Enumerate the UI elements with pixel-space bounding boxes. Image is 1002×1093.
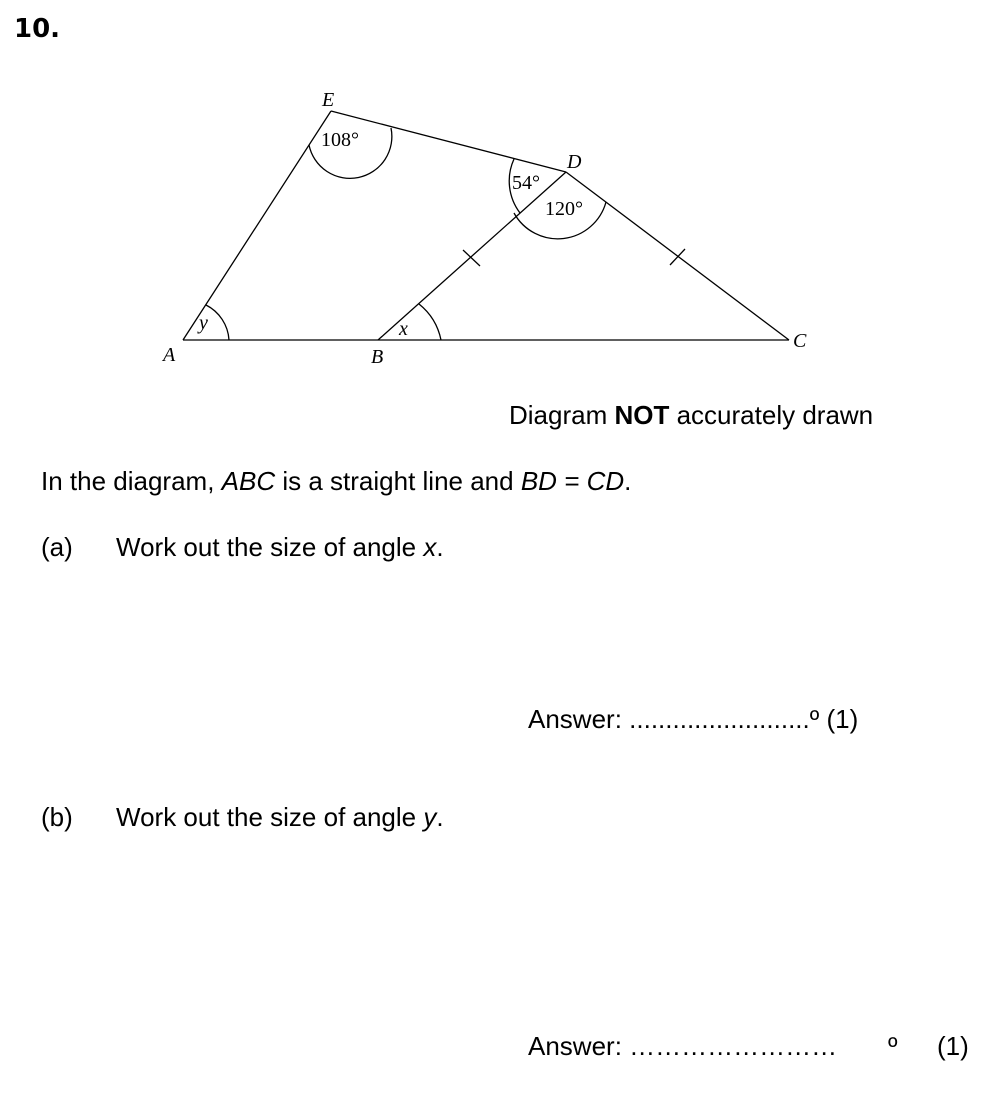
vertex-c-label: C xyxy=(793,330,807,352)
part-a-answer-blank[interactable]: ......................... xyxy=(629,704,810,734)
part-b-marks: (1) xyxy=(937,1031,969,1061)
vertex-d-label: D xyxy=(567,151,582,173)
angle-a-label: y xyxy=(199,312,208,334)
angle-d-lower-label: 120° xyxy=(545,198,583,220)
arc-b xyxy=(419,304,441,340)
part-b-question: Work out the size of angle y. xyxy=(116,802,444,832)
angle-d-upper-label: 54° xyxy=(512,172,540,194)
line-dc xyxy=(566,172,789,340)
part-a-answer-line[interactable]: Answer: .........................º (1) xyxy=(528,704,859,734)
part-a-label: (a) xyxy=(41,532,73,562)
arc-a xyxy=(206,305,229,340)
part-a-question: Work out the size of angle x. xyxy=(116,532,444,562)
geometry-diagram xyxy=(0,0,1002,400)
vertex-a-label: A xyxy=(163,344,176,366)
angle-b-label: x xyxy=(399,318,408,340)
diagram-note: Diagram NOT accurately drawn xyxy=(509,400,874,430)
angle-e-label: 108° xyxy=(321,129,359,151)
vertex-b-label: B xyxy=(371,346,384,368)
tick-bd xyxy=(463,250,480,266)
part-b-answer-blank[interactable]: …………………… xyxy=(629,1031,838,1061)
line-bd xyxy=(378,172,566,340)
vertex-e-label: E xyxy=(322,89,335,111)
problem-statement: In the diagram, ABC is a straight line and BD = CD. xyxy=(41,466,632,496)
question-number: 10. xyxy=(14,14,61,44)
line-ed xyxy=(331,111,566,172)
part-b-degree: º xyxy=(888,1031,898,1061)
part-b-answer-line[interactable]: Answer: …………………… xyxy=(528,1031,838,1061)
part-b-label: (b) xyxy=(41,802,73,832)
